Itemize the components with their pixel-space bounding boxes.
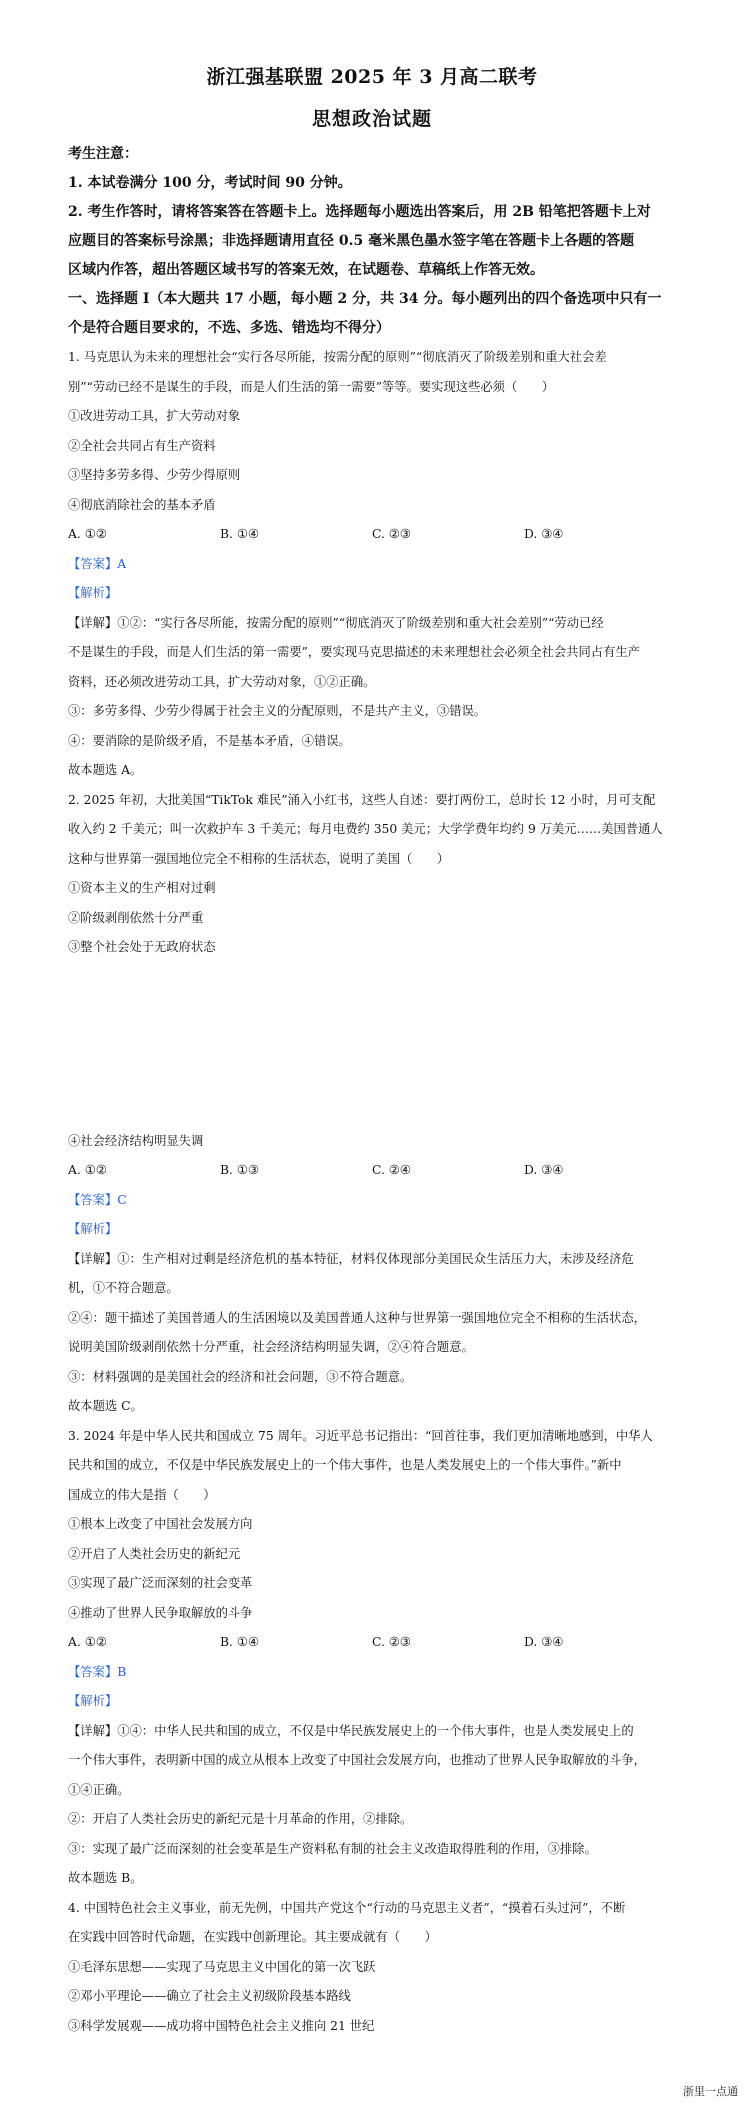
answer-options <box>68 520 688 550</box>
question-stem: 在实践中回答时代命题，在实践中创新理论。其主要成就有（ ） <box>68 1930 437 1944</box>
question-item: ②开启了人类社会历史的新纪元 <box>68 1546 241 1561</box>
question-stem: 国成立的伟大是指（ ） <box>68 1487 216 1502</box>
exam-subtitle: 思想政治试题 <box>311 108 432 130</box>
analysis-text: ①④正确。 <box>68 1782 130 1797</box>
analysis-text: 资料，还必须改进劳动工具，扩大劳动对象，①②正确。 <box>68 674 376 689</box>
question-item: ③坚持多劳多得、少劳少得原则 <box>68 468 241 482</box>
option-d: D. ③④ <box>524 1635 564 1649</box>
question-item: ①根本上改变了中国社会发展方向 <box>68 1517 253 1531</box>
option-a: A. ①② <box>68 527 107 541</box>
analysis-conclusion: 故本题选 A。 <box>68 763 143 777</box>
question-stem: 2. 2025 年初，大批美国“TikTok 难民”涌入小红书，这些人自述：要打两份工，总时长 12 小时，月可支配 <box>68 792 656 807</box>
analysis-conclusion: 故本题选 C。 <box>68 1399 143 1413</box>
question-item: ③整个社会处于无政府状态 <box>68 940 216 954</box>
question-item: ①资本主义的生产相对过剩 <box>68 881 216 895</box>
question-item: ①毛泽东思想——实现了马克思主义中国化的第一次飞跃 <box>68 1959 376 1974</box>
notice-line: 应题目的答案标号涂黑；非选择题请用直径 0.5 毫米黑色墨水签字笔在答题卡上各题的答题 <box>68 233 635 249</box>
question-item: ④社会经济结构明显失调 <box>68 1133 204 1148</box>
question-item: ④彻底消除社会的基本矛盾 <box>68 497 216 512</box>
analysis-text: ③：实现了最广泛而深刻的社会变革是生产资料私有制的社会主义改造取得胜利的作用，③排除。 <box>68 1841 597 1856</box>
question-1 <box>68 343 688 786</box>
analysis-label: 【解析】 <box>68 586 118 600</box>
option-b: B. ①④ <box>220 527 259 541</box>
footer-watermark: 浙里一点通 <box>683 2085 738 2098</box>
exam-title: 浙江强基联盟 2025 年 3 月高二联考 <box>206 66 538 88</box>
option-c: C. ②④ <box>372 1163 411 1177</box>
question-item: ③实现了最广泛而深刻的社会变革 <box>68 1576 253 1590</box>
section-heading: 个是符合题目要求的，不选、多选、错选均不得分） <box>68 320 390 336</box>
question-item: ③科学发展观——成功将中国特色社会主义推向 21 世纪 <box>68 2018 375 2033</box>
answer-label: 【答案】A <box>68 556 127 571</box>
option-d: D. ③④ <box>524 1163 564 1177</box>
analysis-text: 说明美国阶级剥削依然十分严重，社会经济结构明显失调，②④符合题意。 <box>68 1340 474 1354</box>
option-c: C. ②③ <box>372 1635 411 1649</box>
notice-line: 1. 本试卷满分 100 分，考试时间 90 分钟。 <box>68 175 352 191</box>
section-heading: 一、选择题 I（本大题共 17 小题，每小题 2 分，共 34 分。每小题列出的四个备选项中只有一 <box>68 291 662 307</box>
analysis-text: ②：开启了人类社会历史的新纪元是十月革命的作用，②排除。 <box>68 1812 413 1826</box>
notice-line: 2. 考生作答时，请将答案答在答题卡上。选择题每小题选出答案后，用 2B 铅笔把答题卡上对 <box>68 204 651 220</box>
question-stem: 民共和国的成立，不仅是中华民族发展史上的一个伟大事件，也是人类发展史上的一个伟大事件。”新中 <box>68 1458 622 1472</box>
analysis-label: 【解析】 <box>68 1694 118 1708</box>
option-a: A. ①② <box>68 1635 107 1649</box>
analysis-text: 【详解】①：生产相对过剩是经济危机的基本特征，材料仅体现部分美国民众生活压力大，未涉及经济危 <box>68 1251 634 1266</box>
analysis-text: 机，①不符合题意。 <box>68 1281 179 1295</box>
option-d: D. ③④ <box>524 527 564 541</box>
question-stem: 3. 2024 年是中华人民共和国成立 75 周年。习近平总书记指出：“回首往事，我们更加清晰地感到，中华人 <box>68 1428 653 1443</box>
question-item: ②全社会共同占有生产资料 <box>68 438 216 453</box>
blank-space <box>68 963 688 1127</box>
question-stem: 1. 马克思认为未来的理想社会“实行各尽所能，按需分配的原则”“彻底消灭了阶级差别和重大社会差 <box>68 350 607 364</box>
answer-options <box>68 1628 688 1658</box>
option-b: B. ①④ <box>220 1635 259 1649</box>
answer-label: 【答案】B <box>68 1664 127 1679</box>
question-item: ②阶级剥削依然十分严重 <box>68 910 204 925</box>
analysis-text: 一个伟大事件，表明新中国的成立从根本上改变了中国社会发展方向，也推动了世界人民争取解放的斗争， <box>68 1753 646 1767</box>
analysis-text: ③：多劳多得、少劳少得属于社会主义的分配原则，不是共产主义，③错误。 <box>68 704 487 718</box>
question-item: ④推动了世界人民争取解放的斗争 <box>68 1605 253 1620</box>
answer-label: 【答案】C <box>68 1192 127 1207</box>
option-b: B. ①③ <box>220 1163 259 1177</box>
analysis-text: 【详解】①④：中华人民共和国的成立，不仅是中华民族发展史上的一个伟大事件，也是人类发展史上的 <box>68 1723 634 1738</box>
analysis-text: ②④：题干描述了美国普通人的生活困境以及美国普通人这种与世界第一强国地位完全不相称的生活状态， <box>68 1310 646 1325</box>
question-3 <box>68 1422 688 1894</box>
notice-line: 区域内作答，超出答题区域书写的答案无效，在试题卷、草稿纸上作答无效。 <box>68 262 544 278</box>
question-stem: 别”“劳动已经不是谋生的手段，而是人们生活的第一需要”等等。要实现这些必须（ ） <box>68 379 555 394</box>
question-4 <box>68 1894 688 2042</box>
answer-options <box>68 1156 688 1186</box>
question-2 <box>68 786 688 1422</box>
question-item: ②邓小平理论——确立了社会主义初级阶段基本路线 <box>68 1989 351 2003</box>
question-item: ①改进劳动工具，扩大劳动对象 <box>68 409 241 423</box>
analysis-conclusion: 故本题选 B。 <box>68 1871 143 1885</box>
analysis-text: ④：要消除的是阶级矛盾，不是基本矛盾，④错误。 <box>68 733 351 748</box>
option-c: C. ②③ <box>372 527 411 541</box>
analysis-text: 不是谋生的手段，而是人们生活的第一需要”，要实现马克思描述的未来理想社会必须全社会共同占有生产 <box>68 645 640 659</box>
analysis-text: 【详解】①②：“实行各尽所能，按需分配的原则”“彻底消灭了阶级差别和重大社会差别”“劳动已经 <box>68 615 604 630</box>
question-stem: 收入约 2 千美元；叫一次救护车 3 千美元；每月电费约 350 美元；大学学费年均约 9 万美元……美国普通人 <box>68 822 663 836</box>
document-body <box>68 140 688 2041</box>
question-stem: 这种与世界第一强国地位完全不相称的生活状态，说明了美国（ ） <box>68 851 450 866</box>
analysis-label: 【解析】 <box>68 1222 118 1236</box>
exam-notice <box>68 140 688 343</box>
notice-heading: 考生注意： <box>68 146 138 162</box>
analysis-text: ③：材料强调的是美国社会的经济和社会问题，③不符合题意。 <box>68 1369 413 1384</box>
option-a: A. ①② <box>68 1163 107 1177</box>
question-stem: 4. 中国特色社会主义事业，前无先例，中国共产党这个“行动的马克思主义者”，“摸着石头过河”，不断 <box>68 1900 626 1915</box>
